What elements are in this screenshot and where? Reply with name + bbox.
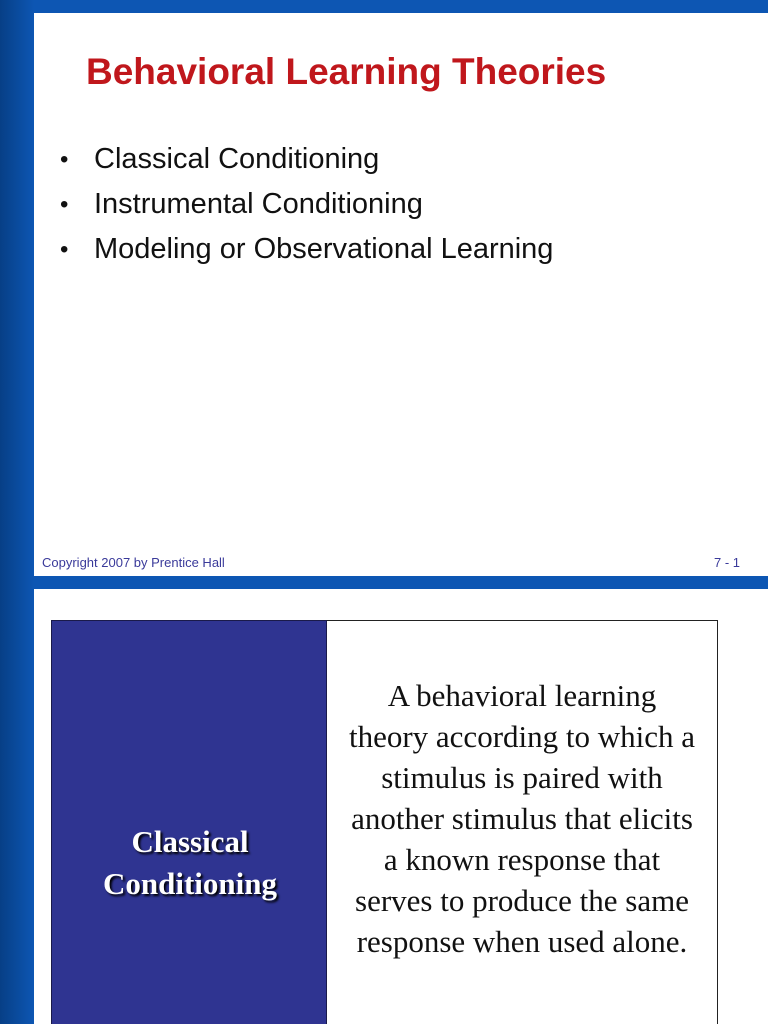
bullet-text: Classical Conditioning — [94, 143, 380, 175]
bullet-list — [60, 137, 553, 272]
page-number: 7 - 1 — [713, 555, 740, 570]
copyright-footer: Copyright 2007 by Prentice Hall — [42, 555, 225, 570]
bullet-dot-icon: • — [60, 146, 69, 173]
blue-edge-gradient — [0, 0, 34, 1024]
slide-title: Behavioral Learning Theories — [86, 51, 607, 92]
bullet-item — [60, 137, 553, 182]
bullet-text: Modeling or Observational Learning — [94, 233, 554, 265]
bullet-dot-icon: • — [60, 236, 69, 263]
term-label: Classical Conditioning — [102, 824, 277, 901]
definition-box — [327, 620, 718, 1024]
bullet-dot-icon: • — [60, 191, 69, 218]
bullet-item — [60, 227, 553, 272]
bullet-text: Instrumental Conditioning — [94, 188, 423, 220]
slide-1 — [34, 13, 768, 576]
definition-text: A behavioral learning theory according to which a stimulus is paired with another stimulus that elicits a known response that serves to produce the same response when used alone. — [348, 678, 696, 959]
term-box — [51, 620, 327, 1024]
bullet-item — [60, 182, 553, 227]
slide-2 — [34, 589, 768, 1024]
